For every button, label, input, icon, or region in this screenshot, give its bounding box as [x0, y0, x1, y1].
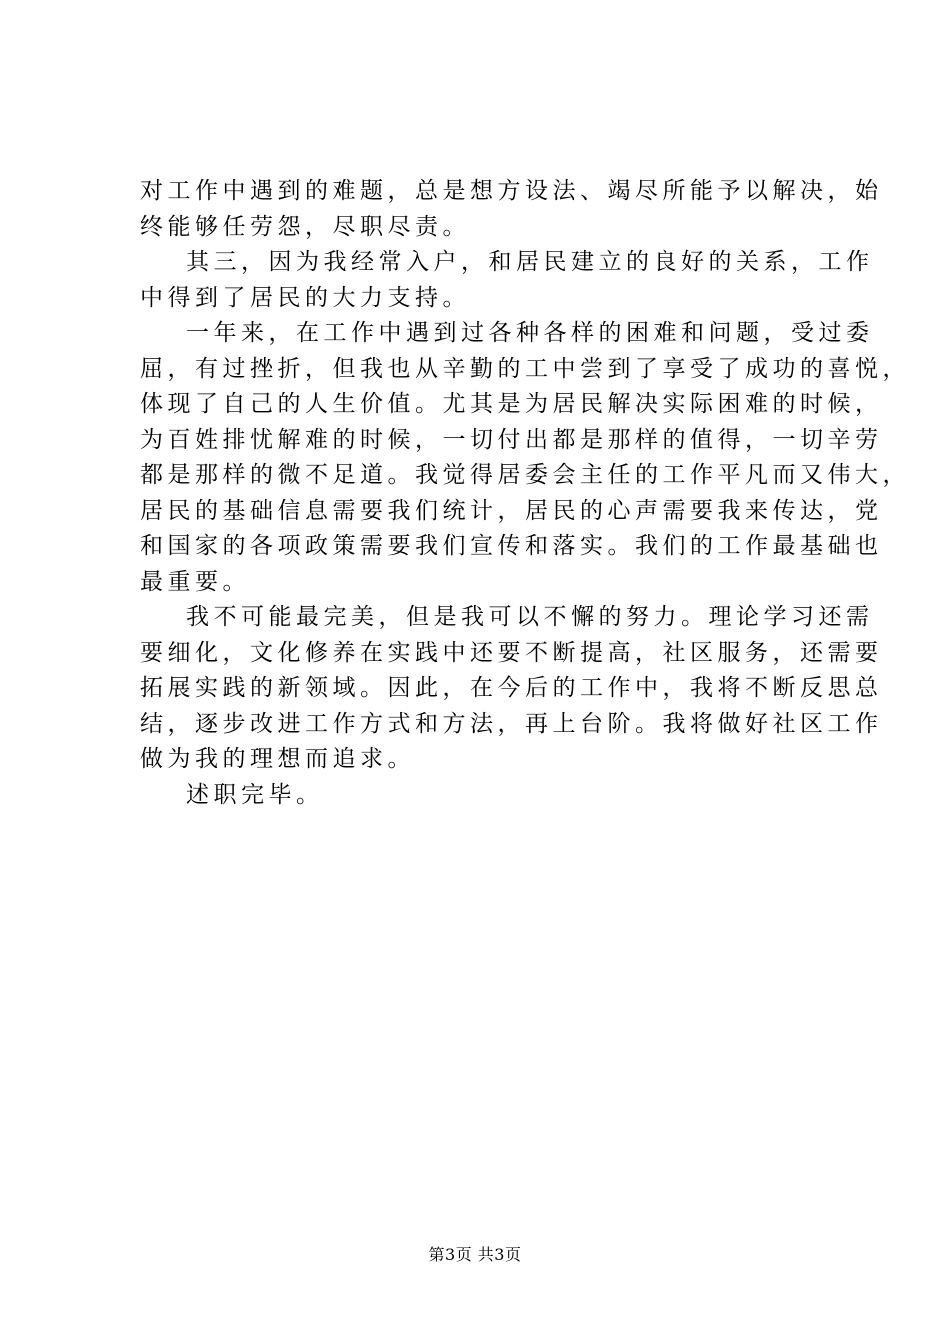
paragraph-start-line: 述职完毕。	[186, 781, 324, 808]
text-line: 对工作中遇到的难题，总是想方设法、竭尽所能予以解决，始	[140, 178, 883, 204]
paragraph-start-line: 一年来，在工作中遇到过各种各样的困难和问题，受过委	[186, 320, 874, 346]
text-line: 终能够任劳怨，尽职尽责。	[140, 213, 470, 240]
page-number-footer: 第3页 共3页	[428, 1245, 522, 1264]
text-line: 结，逐步改进工作方式和方法，再上台阶。我将做好社区工作	[140, 710, 883, 737]
text-line: 都是那样的微不足道。我觉得居委会主任的工作平凡而又伟大，	[140, 462, 910, 488]
text-line: 体现了自己的人生价值。尤其是为居民解决实际困难的时候，	[140, 391, 883, 417]
text-line: 做为我的理想而追求。	[140, 746, 415, 772]
document-body	[140, 174, 910, 813]
text-line: 和国家的各项政策需要我们宣传和落实。我们的工作最基础也	[140, 533, 883, 559]
text-line: 中得到了居民的大力支持。	[140, 284, 470, 311]
paragraph-start-line: 我不可能最完美，但是我可以不懈的努力。理论学习还需	[186, 604, 874, 630]
text-line: 要细化，文化修养在实践中还要不断提高，社区服务，还需要	[140, 639, 883, 666]
paragraph-start-line: 其三，因为我经常入户，和居民建立的良好的关系，工作	[186, 249, 874, 275]
text-line: 拓展实践的新领域。因此，在今后的工作中，我将不断反思总	[140, 675, 883, 701]
text-line: 居民的基础信息需要我们统计，居民的心声需要我来传达，党	[140, 497, 883, 524]
text-line: 为百姓排忧解难的时候，一切付出都是那样的值得，一切辛劳	[140, 426, 883, 453]
text-line: 最重要。	[140, 568, 250, 595]
text-line: 屈，有过挫折，但我也从辛勤的工中尝到了享受了成功的喜悦，	[140, 355, 910, 382]
